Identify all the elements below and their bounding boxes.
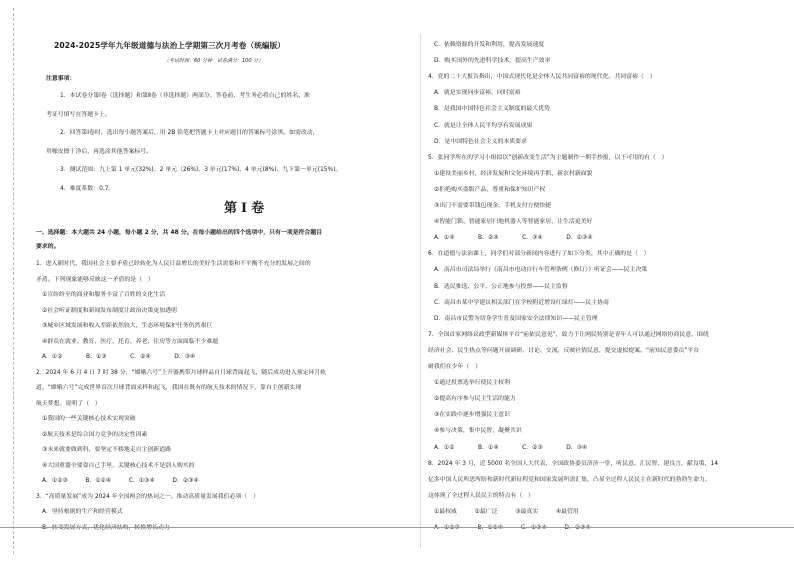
right-q-line: ①通过投票选举行使民主权利: [434, 380, 510, 387]
right-q-line: C．南昌市某中学建议相关部门在学校附近增设红绿灯——民主协商: [434, 299, 609, 306]
right-q-line: D．南昌市民警为切身学生普及国家安全法律知识——民主管理: [434, 315, 598, 322]
right-q-line: 这体现了全过程人民民主的特点有（ ）: [428, 492, 535, 499]
right-q-line: C．就是让全体人民平均享有发展成果: [434, 122, 533, 129]
right-q-line: ①建设美丽乡村，经济发展和文化环境再手抓，新农村新面貌: [434, 170, 593, 177]
right-q-line: C．依赖资源的开发和利用，提高发展速度: [434, 42, 545, 48]
left-q-line: ③城乡区域发展和收入差距依然较大，生态环境保护任务仍然艰巨: [42, 323, 213, 329]
left-q-line: 道。“嫦娥六号”完成世界首次月球背面采样和起飞，我国在既有的航天技术的情况下，靠自主创新实现: [36, 385, 302, 391]
right-q-line: 经济社会、民生热点等问题开展调研、讨论、交流，反映社情民意，提交虚拟提案。“前知民意委员”平台: [428, 347, 700, 354]
right-q-line: ②拒绝购买盗版产品，尊重和保护知识产权: [434, 186, 546, 193]
right-q-line: 6．在道德与法治课上，同学们对部分新闻内容进行了如下分类。其中正确的是（ ）: [428, 251, 650, 258]
right-q-line: 8．2024 年 3 月，近 5000 名全国人大代表、全国政协委员济济一堂，听民意、汇民智、建良言，献良策，14: [428, 460, 718, 467]
left-q-line: ④大国重器全要靠自己手里，关键核心技术不是别人购买的: [42, 462, 195, 469]
left-q-line: ②社会听证制度和新闻发布制度让政治决策更加透明: [42, 307, 177, 314]
right-q-line: A．①④ B．②④ C．③④ D．②③④: [434, 235, 593, 242]
notice-lines-line: 考证号填写在答题卡上。: [46, 111, 111, 118]
left-q-line: 3．“高质量发展”成为 2024 年全国两会的热词之一。推动高质量发展我们必须（ ）: [36, 493, 259, 500]
right-q-line: A．就是实现同步富裕、同时富裕: [434, 90, 521, 97]
right-q-line: ③出门不需要带钱包现金，手机支付方便快捷: [434, 203, 552, 209]
right-q-line: B．是我国中国特色社会主义制度的最大优势: [434, 106, 550, 113]
section-intro-line: 要求的。: [36, 243, 60, 250]
right-q-line: B．选民推选、公平、公正地参与投票——民主监督: [434, 283, 568, 290]
notice-lines-line: 1．本试卷分第Ⅰ卷（选择题）和第Ⅱ卷（非选择题）两部分。答卷前，考生务必将自己的姓名、准: [60, 93, 310, 99]
right-q-line: ③在实践中逐步增强民主意识: [434, 412, 510, 419]
right-q-line: 4．党的二十大报告指出，中国式现代化是全体人民共同富裕的现代化。共同富裕（ ）: [428, 74, 656, 81]
left-q-line: 矛盾。下列现象能够反映这一矛盾的是（ ）: [36, 276, 154, 283]
right-q-line: 5．张同学所在的学习小组拟以“创新改变生活”为主题制作一期手抄报，以下可用的有（ ）: [428, 154, 668, 161]
binding-line: [13, 8, 14, 554]
right-q-line: ④智能门锁、智能家居扫地机器人等智能家居，让生活更美好: [434, 219, 593, 226]
section-intro-line: 一、选择题：本大题共 24 小题，每小题 2 分，共 48 分。在每小题给出的四个选项中，只有一项是符合题目: [36, 230, 323, 236]
footer-rule: [0, 527, 794, 528]
left-q-line: B．转变发展方式，优化经济结构，转换增长动力: [42, 524, 170, 531]
right-q-line: A．①② B．①④ C．②③ D．③④: [434, 444, 588, 451]
left-q-line: A．①②③ B．①②④ C．①③④ D．②③④: [42, 478, 199, 484]
notice-lines-line: 4．难度系数：0.7。: [60, 185, 115, 192]
exam-title: 2024-2025学年九年级道德与法治上学期第三次月考卷（统编版）: [54, 41, 285, 50]
left-q-line: ③未来就要做到科，要坚定不移地走自主创新道路: [42, 447, 171, 453]
right-q-line: 耐我们在少年（ ）: [428, 364, 482, 370]
right-q-line: A．南昌市司法局举行《南昌市电动自行车管理条例（修订）》听证会——民主决策: [434, 267, 648, 274]
left-q-line: A．①② B．①③ C．②④ D．③④: [42, 354, 196, 360]
right-q-line: ①最权威 ②最广泛 ③最真实 ④最管用: [434, 508, 579, 515]
notice-lines-line: 2．回答第Ⅰ卷时，选出每小题答案后，用 2B 铅笔把答题卡上对应题目的答案标号涂黑。如需改动，: [60, 130, 319, 136]
right-q-line: 亿多中国人民所思所盼和新时代新征程党和国家发展所需汇集，凸显全过程人民民主在新时代的勃勃生命力。: [428, 476, 711, 483]
right-q-line: A．①②③ B．①②④ C．①③④ D．②③④: [434, 525, 591, 531]
left-q-line: 1．进入新时代，我国社会主要矛盾已经转化为人民日益增长的美好生活需要和不平衡不充分的发展之间的: [36, 261, 311, 267]
right-q-line: ②提高有序参与民主生活的能力: [434, 396, 516, 403]
notice-lines-line: 用橡皮擦干净后，再选涂其他答案标号。: [46, 148, 153, 155]
left-q-line: ④群众在就业、教育、医疗、托育、养老、住房等方面面临不少难题: [42, 338, 219, 345]
left-q-line: A．坚持根据的生产和经营模式: [42, 509, 123, 515]
right-q-line: D．购买国外的先进科学技术，提高生产效率: [434, 58, 551, 65]
notice-lines-line: 3．测试范围：九上第 1 单元(32%)、2 单元（26%)、3 单元(17%)、4 单元(8%)、九下第一单元(15%)。: [60, 167, 342, 173]
left-q-line: ①我国的一些关键核心技术实现突破: [42, 416, 136, 422]
section-title: 第Ⅰ卷: [224, 201, 269, 216]
left-q-line: 2．2024 年 6 月 4 日 7 时 38 分，“嫦娥六号”上升器携带月球样品自月球背面起飞，随后成功进入预定环月轨: [36, 369, 327, 376]
notice-heading: 注意事项：: [46, 76, 76, 82]
right-q-line: D．是中国特色社会主义的本质要求: [434, 138, 527, 145]
exam-meta: （考试时间：60 分钟 试卷满分：100 分）: [164, 58, 264, 64]
right-q-line: ④参与决策，集中民智，凝聚共识: [434, 428, 522, 435]
right-q-line: 7．全国首家网络议政型新媒体平台“前依民意见”，致力于让网民特别是青年人可以通过网络协商民意，围绕: [428, 331, 709, 338]
left-q-line: ②航天技术是综合国力竞争的决定性因素: [42, 431, 148, 438]
left-q-line: ①宣纷纷至的商业和服务丰富了百姓的文化生活: [42, 292, 166, 298]
column-divider: [420, 34, 421, 548]
left-q-line: 航天梦想。说明了（ ）: [36, 400, 101, 407]
